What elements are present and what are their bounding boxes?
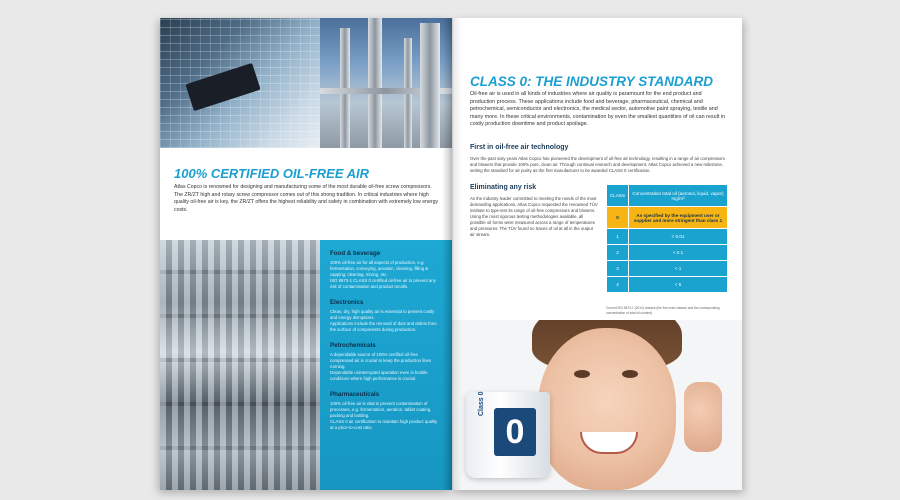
table-cell: 2 <box>607 245 629 261</box>
section-heading: Electronics <box>330 299 364 306</box>
circuit-board-photo <box>160 18 320 148</box>
bullet-text: A dependable source of 100% certified oil-free compressed air is crucial to keep the production lines running. <box>330 352 432 369</box>
bullet-text: ISO 8573-1 CLASS 0 certified oil-free air to prevent any risk of contamination and product recalls. <box>330 278 436 289</box>
table-cell: 3 <box>607 261 629 277</box>
industry-section <box>330 342 442 382</box>
bullet-text: 100% oil-free air is vital to prevent contamination of processes, e.g. fermentation, aeration, tablet coating, packing and bottling. <box>330 401 432 418</box>
bottling-line-photo <box>160 240 320 490</box>
intro-text: Atlas Copco is renowned for designing and manufacturing some of the most durable oil-free screw compressors. The ZR/ZT high and rotary screw compressor comes out of this strong tradition. In critical industries where high quality oil-free air is key, the ZR/ZT offers the highest reliability and safety in combination with extremely low energy costs. <box>174 184 439 213</box>
boy-with-cup-photo <box>452 320 742 490</box>
table-header: Concentration total oil (aerosol, liquid, vapor) mg/m³ <box>629 185 728 207</box>
table-cell: 4 <box>607 277 629 293</box>
industry-section <box>330 299 442 333</box>
section-heading: Petrochemicals <box>330 342 376 349</box>
table-row <box>607 207 728 229</box>
table-row <box>607 277 728 293</box>
oil-class-table <box>606 184 728 293</box>
bullet-text: Dependable uninterrupted operation even in hostile conditions where high performance is crucial. <box>330 370 428 381</box>
eye <box>574 370 590 378</box>
page-title: CLASS 0: THE INDUSTRY STANDARD <box>470 74 714 89</box>
left-page <box>160 18 452 490</box>
table-header: CLASS <box>607 185 629 207</box>
bullet-text: Clean, dry, high quality air is essential to prevent costly and energy disruptions. <box>330 309 435 320</box>
cup <box>466 392 550 478</box>
industries-panel <box>320 240 452 490</box>
cup-label: Class 0 <box>478 391 485 416</box>
pipe <box>420 23 440 148</box>
table-cell: < 0.01 <box>629 229 728 245</box>
bullet-text: 100% oil-free air for all aspects of production, e.g. fermentation, conveying, aeration, cleaning, filling & capping, cleaning, mixing, etc. <box>330 260 429 277</box>
brochure-spread <box>160 18 740 490</box>
industry-section <box>330 391 442 431</box>
section-heading: First in oil-free air technology <box>470 144 569 151</box>
table-cell: 1 <box>607 229 629 245</box>
section-heading: Food & beverage <box>330 250 381 257</box>
right-page <box>452 18 742 490</box>
section-body: Over the past sixty years Atlas Copco has pioneered the development of oil-free air technology, resulting in a range of air compressors and blowers that provide 100% pure, clean air. Through continual research and development, Atlas Copco achieved a new milestone, setting the standard for air purity as the first manufacturer to be awarded CLASS 0 certification. <box>470 156 726 173</box>
thumbs-up-hand <box>684 382 722 452</box>
bottle-rows <box>160 240 320 490</box>
pipe <box>368 18 382 148</box>
table-row <box>607 261 728 277</box>
table-cell: < 0.1 <box>629 245 728 261</box>
table-header-row <box>607 185 728 207</box>
bullet-text: CLASS 0 air certification to maintain high product quality at a price-to-cost ratio. <box>330 419 438 430</box>
table-cell: 0 <box>607 207 629 229</box>
table-row <box>607 245 728 261</box>
intro-text: Oil-free air is used in all kinds of industries where air quality is paramount for the end product and production process. These applications include food and beverage, pharmaceutical, chemical and petrochemical, semiconductor and electronics, the medical sector, automotive paint spraying, textile and many more. In these critical environments, contamination by even the smallest quantities of oil can result in costly production downtime and product spoilage. <box>470 91 725 128</box>
face <box>538 328 676 490</box>
section-body: As the industry leader committed to meeting the needs of the most demanding applications, Atlas Copco requested the renowned TÜV institute to type-test its range of oil-free compressors and blowers. Using the most rigorous testing methodologies available, all possible oil forms were measured across a range of temperatures and pressures. The TÜV found no traces of oil at all in the output air stream. <box>470 196 598 237</box>
table-cell: < 1 <box>629 261 728 277</box>
class-zero-logo: 0 <box>494 408 536 456</box>
table-row <box>607 229 728 245</box>
bullet-text: Applications include the removal of dust and debris from the surface of components during production. <box>330 321 437 332</box>
industrial-plant-photo <box>320 18 452 148</box>
table-cell: < 5 <box>629 277 728 293</box>
section-heading: Pharmaceuticals <box>330 391 380 398</box>
section-heading: Eliminating any risk <box>470 184 537 191</box>
eye <box>622 370 638 378</box>
page-title: 100% CERTIFIED OIL-FREE AIR <box>174 166 370 181</box>
table-cell: As specified by the equipment user or supplier and more stringent than class 1 <box>629 207 728 229</box>
table-footnote: Current ISO 8573-1 (2010) classes (the five main classes and the corresponding concentration of total oil content). <box>606 306 720 315</box>
industry-section <box>330 250 442 290</box>
